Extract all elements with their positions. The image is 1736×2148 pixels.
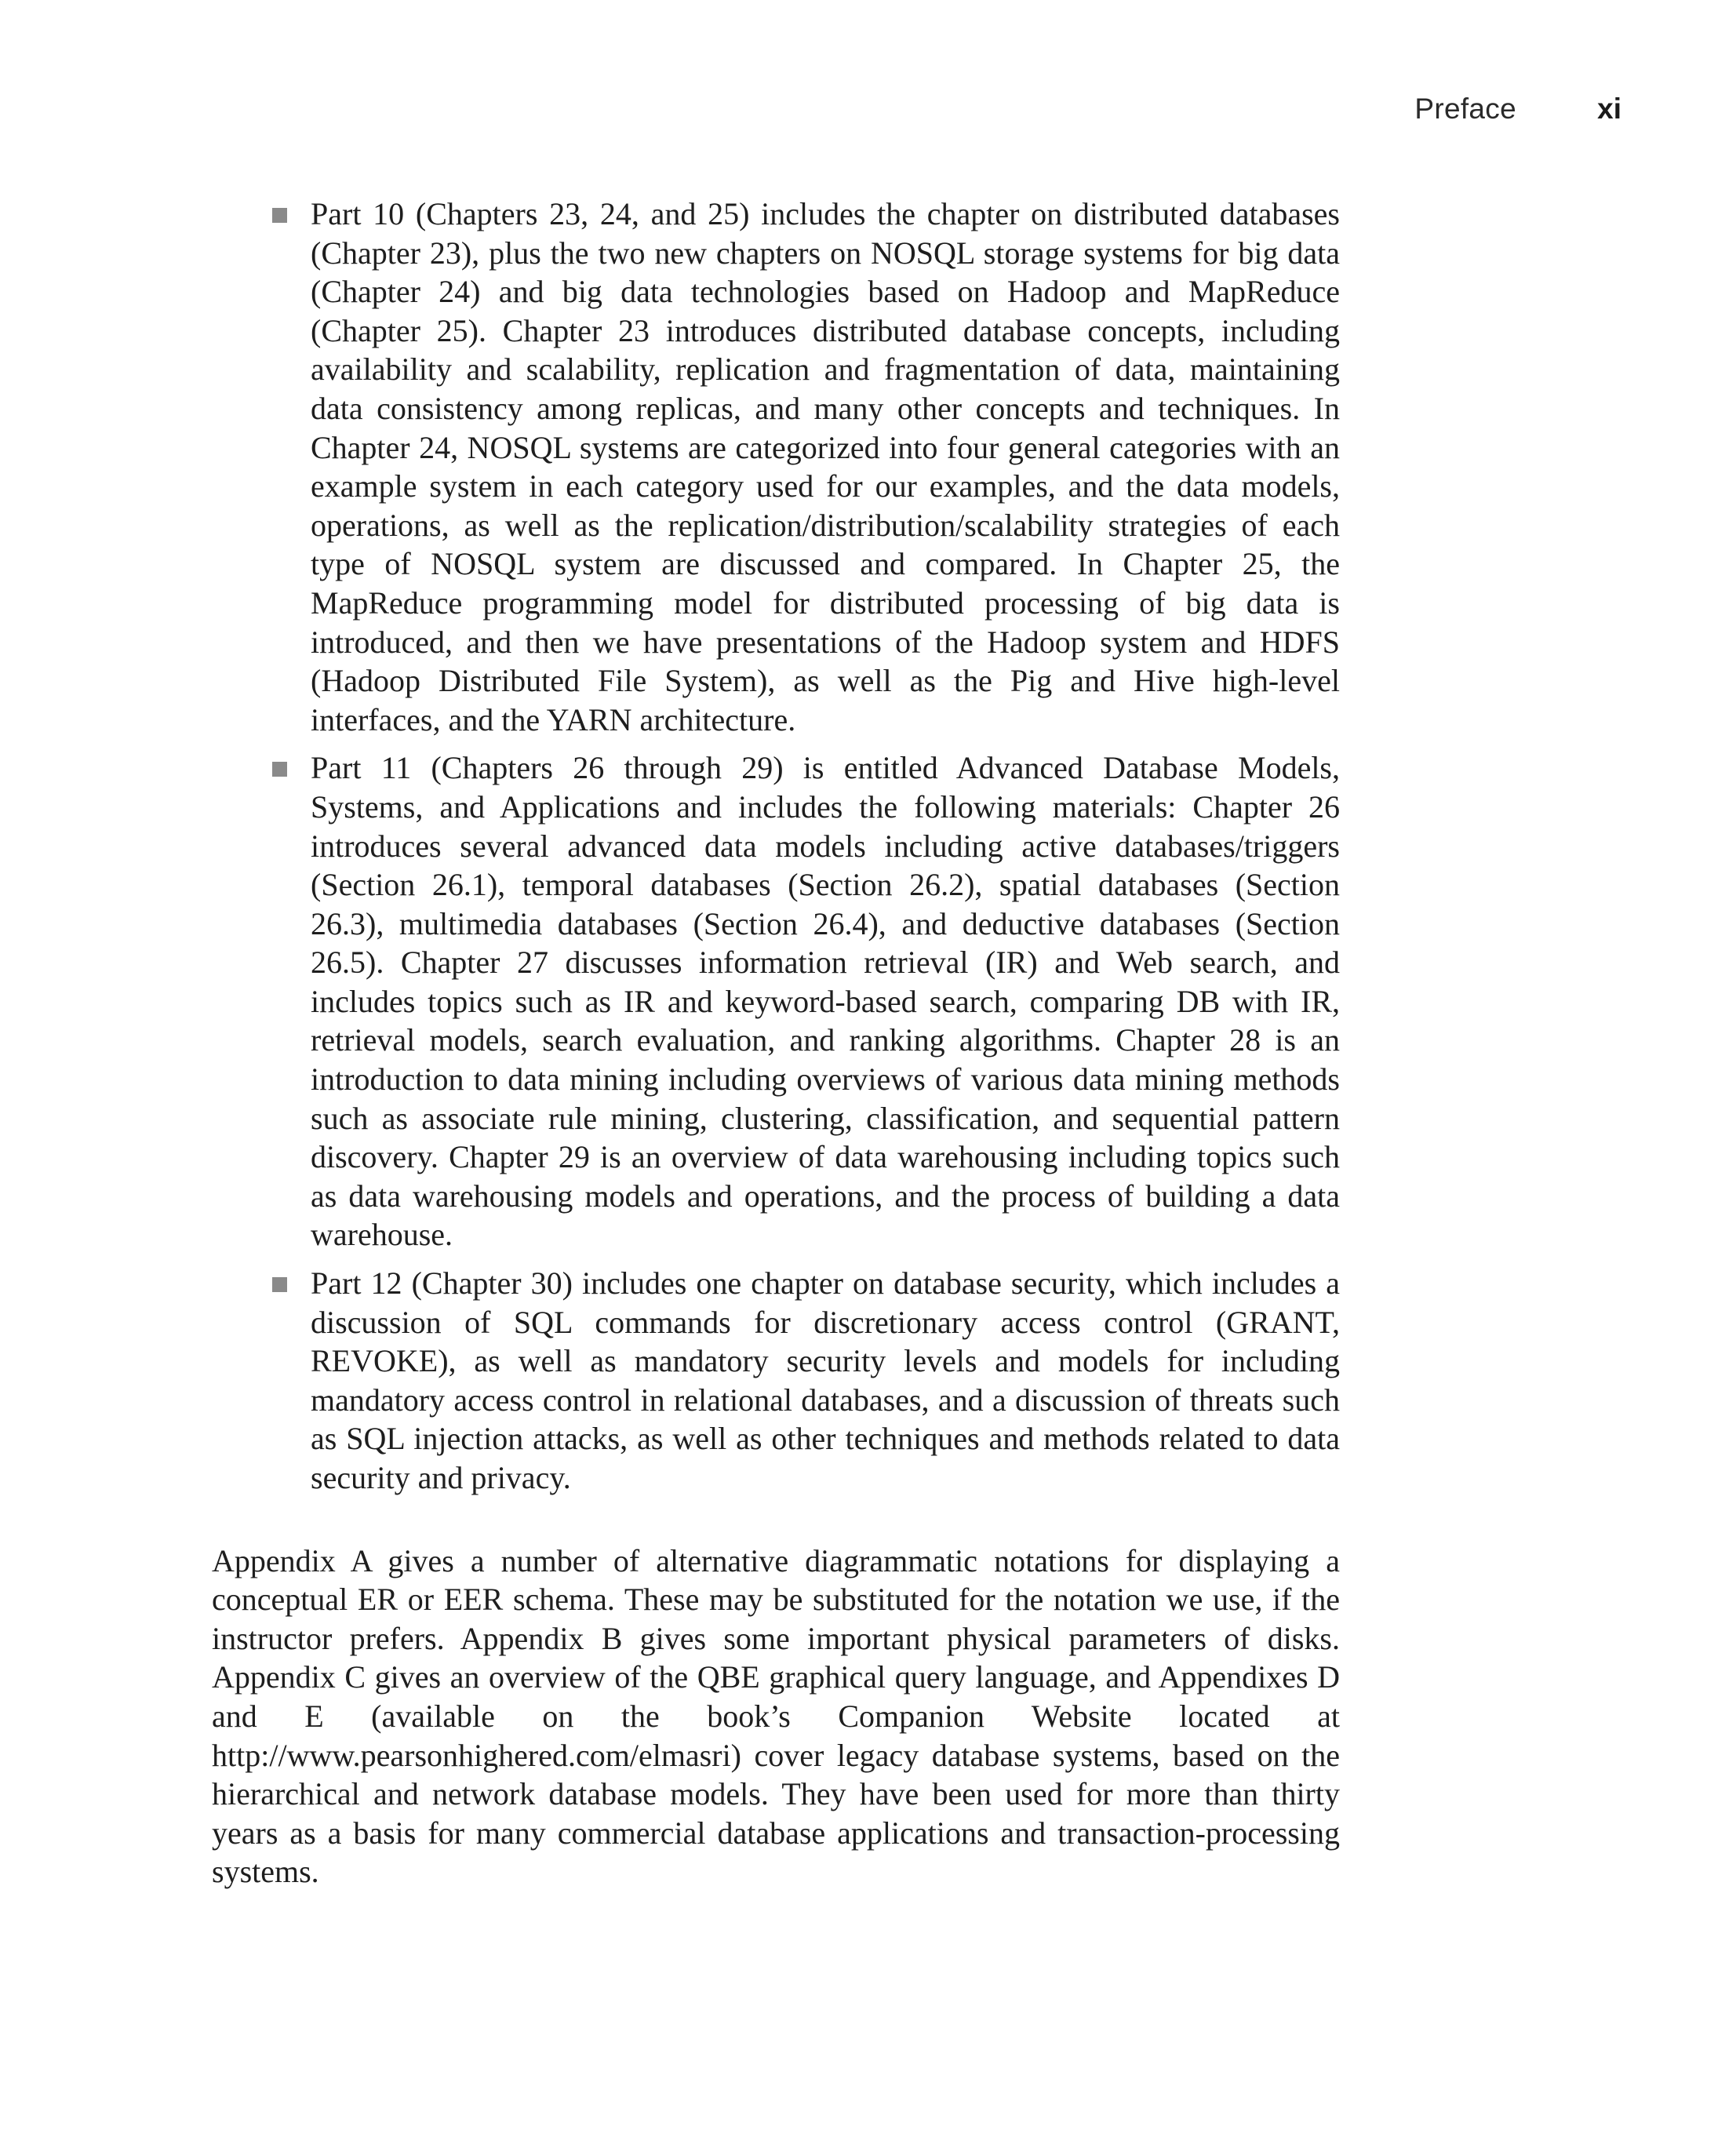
square-bullet-icon bbox=[272, 208, 287, 223]
page-body bbox=[212, 195, 1340, 1891]
parts-list bbox=[212, 195, 1340, 1498]
list-item-text: Part 11 (Chapters 26 through 29) is entitled Advanced Database Models, Systems, and Applications and includes the following materials: Chapter 26 introduces several advanced data models including active databases/triggers (Section 26.1), temporal databases (Section 26.2), spatial databases (Section 26.3), multimedia databases (Section 26.4), and deductive databases (Section 26.5). Chapter 27 discusses information retrieval (IR) and Web search, and includes topics such as IR and keyword-based search, comparing DB with IR, retrieval models, search evaluation, and ranking algorithms. Chapter 28 is an introduction to data mining including overviews of various data mining methods such as associate rule mining, clustering, classification, and sequential pattern discovery. Chapter 29 is an overview of data warehousing including topics such as data warehousing models and operations, and the process of building a data warehouse. bbox=[311, 750, 1340, 1253]
running-head bbox=[0, 93, 1736, 132]
appendix-paragraph: Appendix A gives a number of alternative diagrammatic notations for displaying a conceptual ER or EER schema. These may be substituted for the notation we use, if the instructor prefers. Appendix B gives some important physical parameters of disks. Appendix C gives an overview of the QBE graphical query language, and Appendixes D and E (available on the book’s Companion Website located at http://www.pearsonhighered.com/elmasri) cover legacy database systems, based on the hierarchical and network database models. They have been used for more than thirty years as a basis for many commercial database applications and transaction-processing systems. bbox=[212, 1542, 1340, 1890]
square-bullet-icon bbox=[272, 762, 287, 777]
list-item-text: Part 10 (Chapters 23, 24, and 25) includes the chapter on distributed databases (Chapter 23), plus the two new chapters on NOSQL storage systems for big data (Chapter 24) and big data technologies based on Hadoop and MapReduce (Chapter 25). Chapter 23 introduces distributed database concepts, including availability and scalability, replication and fragmentation of data, maintaining data consistency among replicas, and many other concepts and techniques. In Chapter 24, NOSQL systems are categorized into four general categories with an example system in each category used for our examples, and the data models, operations, as well as the replication/distribution/scalability strategies of each type of NOSQL system are discussed and compared. In Chapter 25, the MapReduce programming model for distributed processing of big data is introduced, and then we have presentations of the Hadoop system and HDFS (Hadoop Distributed File System), as well as the Pig and Hive high-level interfaces, and the YARN architecture. bbox=[311, 196, 1340, 737]
page-number: xi bbox=[1597, 93, 1621, 125]
list-item-part-12 bbox=[212, 1264, 1340, 1498]
list-item-part-11 bbox=[212, 748, 1340, 1254]
list-item-text: Part 12 (Chapter 30) includes one chapter on database security, which includes a discussion of SQL commands for discretionary access control (GRANT, REVOKE), as well as mandatory security levels and models for including mandatory access control in relational databases, and a discussion of threats such as SQL injection attacks, as well as other techniques and methods related to data security and privacy. bbox=[311, 1265, 1340, 1495]
running-title: Preface bbox=[1414, 93, 1516, 125]
list-item-part-10 bbox=[212, 195, 1340, 739]
square-bullet-icon bbox=[272, 1277, 287, 1292]
